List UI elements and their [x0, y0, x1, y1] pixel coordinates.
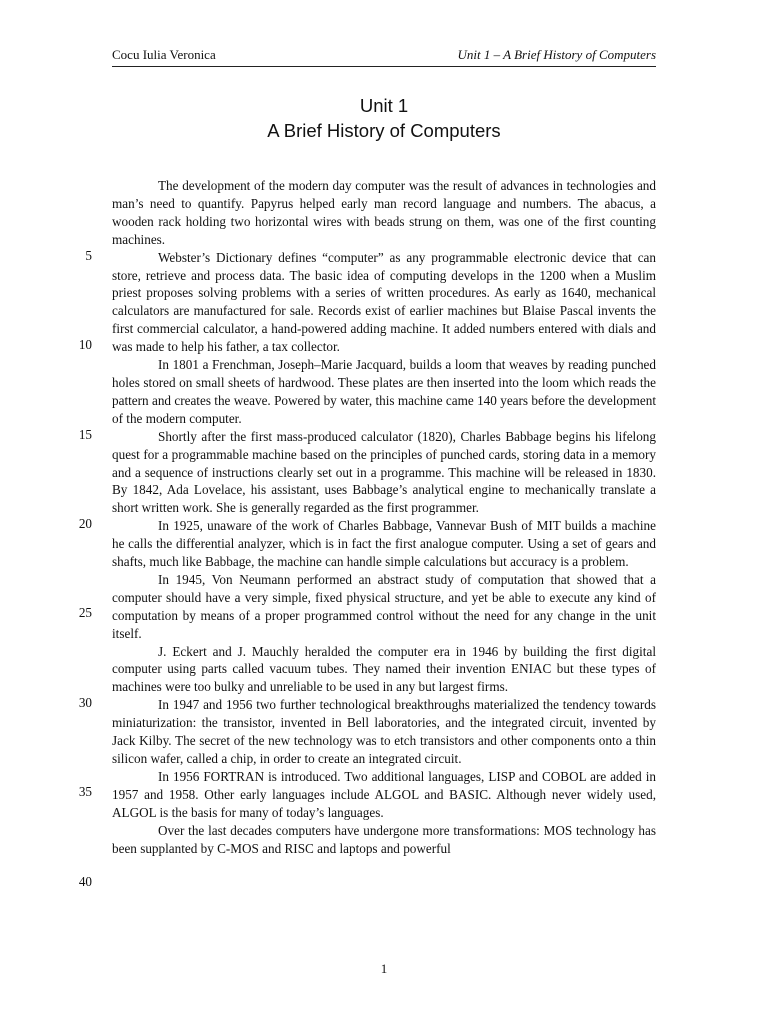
paragraph: In 1956 FORTRAN is introduced. Two additional languages, LISP and COBOL are added in 1957 and 1958. Other early languages include ALGOL and BASIC. Although never widely used, ALGOL is the basis for many of today’s languages.: [112, 768, 656, 820]
line-number: 20: [78, 516, 92, 531]
line-number: 15: [78, 427, 92, 442]
line-number-column: [0, 0, 92, 1024]
running-title: Unit 1 – A Brief History of Computers: [457, 47, 656, 62]
author-name: Cocu Iulia Veronica: [112, 47, 216, 62]
paragraph: The development of the modern day computer was the result of advances in technologies and man’s need to quantify. Papyrus helped early man record language and numbers. The abacus, a wooden rack holding two horizontal wires with beads strung on them, was one of the first counting machines.: [112, 178, 656, 247]
line-number: 40: [78, 874, 92, 889]
page-number: 1: [380, 961, 388, 976]
line-number: 35: [78, 784, 92, 799]
paragraph: Webster’s Dictionary defines “computer” as any programmable electronic device that can store, retrieve and process data. The basic idea of computing develops in the 1200 when a Muslim priest proposes solving problems with a series of written procedures. As early as 1640, mechanical calculators are manufactured for sale. Records exist of earlier machines but Blaise Pascal invents the first commercial calculator, a hand-powered adding machine. It added numbers entered with dials and was made to help his father, a tax collector.: [112, 249, 656, 355]
line-number: 5: [85, 248, 92, 263]
paragraph: In 1945, Von Neumann performed an abstract study of computation that showed that a computer should have a very simple, fixed physical structure, and yet be able to execute any kind of computation by means of a proper programmed control without the need for any change in the unit itself.: [112, 571, 656, 641]
paragraph: J. Eckert and J. Mauchly heralded the computer era in 1946 by building the first digital computer using parts called vacuum tubes. They named their invention ENIAC but these types of machines were too bulky and unreliable to be used in any but largest firms.: [112, 643, 656, 695]
chapter-title: [112, 93, 656, 143]
line-number: 25: [78, 605, 92, 620]
paragraph: In 1801 a Frenchman, Joseph–Marie Jacquard, builds a loom that weaves by reading punched holes stored on small sheets of hardwood. These plates are then inserted into the loom which reads the pattern and creates the weave. Powered by water, this machine came 140 years before the development of the modern computer.: [112, 357, 656, 426]
paragraph: In 1947 and 1956 two further technological breakthroughs materialized the tendency towards miniaturization: the transistor, invented in Bell laboratories, and the integrated circuit, invented by Jack Kilby. The secret of the new technology was to etch transistors and other components onto a thin silicon wafer, called a chip, in order to create an integrated circuit.: [112, 697, 656, 766]
unit-heading: Unit 1: [359, 95, 409, 116]
line-number: 10: [78, 337, 92, 352]
body-text: [112, 177, 656, 857]
paragraph: Shortly after the first mass-produced calculator (1820), Charles Babbage begins his lifelong quest for a programmable machine based on the principles of punched cards, storing data in a memory and a sequence of instructions clearly set out in a programme. This machine will be released in 1830. By 1842, Ada Lovelace, his assistant, uses Babbage’s analytical engine to mechanically translate a short written work. She is generally regarded as the first programmer.: [112, 428, 656, 516]
line-number: 30: [78, 695, 92, 710]
paragraph: Over the last decades computers have undergone more transformations: MOS technology has been supplanted by C-MOS and RISC and laptops and powerful: [112, 822, 656, 856]
page-header: [112, 46, 656, 67]
chapter-heading: A Brief History of Computers: [267, 120, 501, 141]
paragraph: In 1925, unaware of the work of Charles Babbage, Vannevar Bush of MIT builds a machine he calls the differential analyzer, which is in fact the first analogue computer. Using a set of gears and shafts, much like Babbage, the machine can handle simple calculations but accuracy is a problem.: [112, 518, 656, 570]
